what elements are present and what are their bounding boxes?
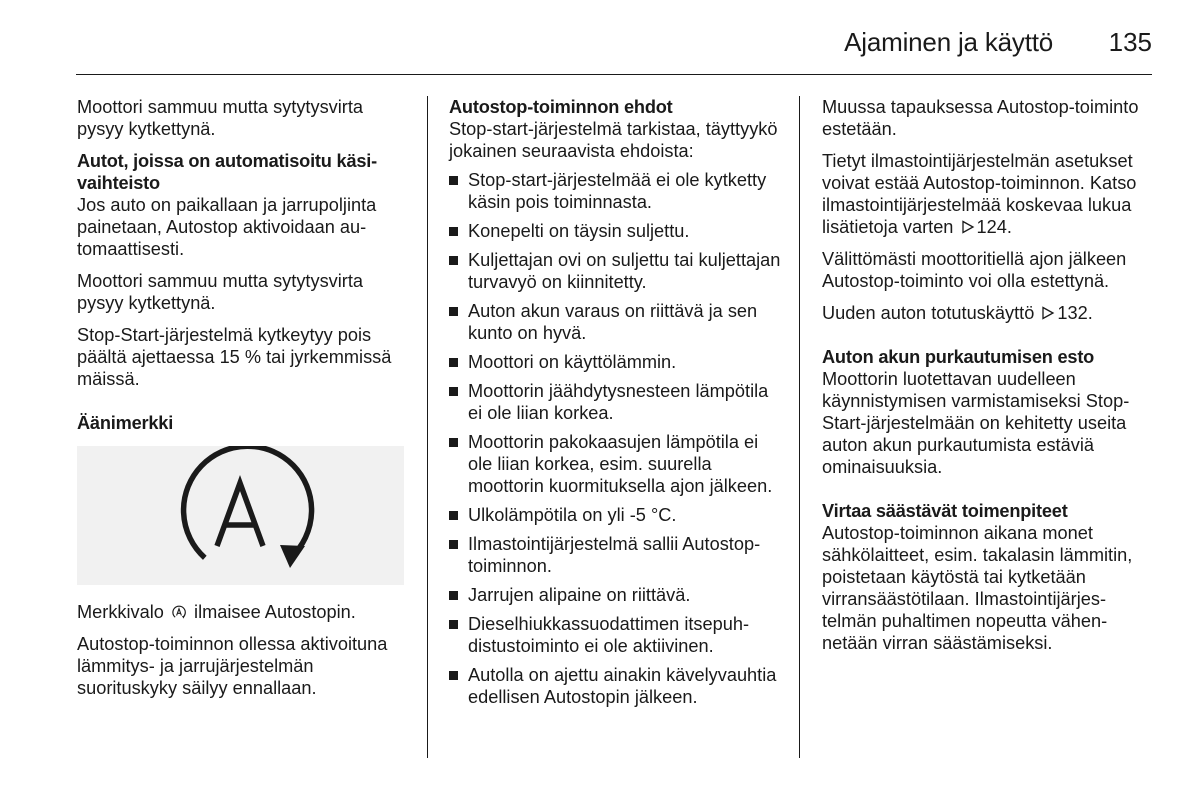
list-item — [449, 504, 785, 526]
list-item — [449, 584, 785, 606]
list-item — [449, 431, 785, 497]
autostop-indicator-icon — [77, 446, 404, 585]
bullet-icon — [449, 438, 458, 447]
list-item-text: Stop-start-järjestelmää ei ole kytketty käsin pois toiminnasta. — [468, 170, 767, 212]
page-header — [0, 0, 1200, 76]
list-item-text: Auton akun varaus on riittävä ja sen kunto on hyvä. — [468, 301, 758, 343]
page-reference-arrow-icon — [1041, 306, 1055, 320]
indicator-text-after: ilmaisee Autostopin. — [194, 602, 356, 622]
list-item-text: Autolla on ajettu ainakin kävelyvauhtia edellisen Autostopin jälkeen. — [468, 665, 777, 707]
paragraph-conditions-intro: Stop-start-järjestelmä tarkistaa, täyttyykö jokainen seuraavista ehdoista: — [449, 119, 778, 161]
heading-power-saving: Virtaa säästävät toimenpiteet — [822, 501, 1068, 521]
paragraph-climate-settings — [822, 150, 1154, 238]
paragraph-autostop-activation: Jos auto on paikallaan ja jarrupoljinta painetaan, Autostop aktivoidaan automaattisesti. — [77, 195, 377, 259]
list-item-text: Moottorin jäähdytysnesteen lämpötila ei ole liian korkea. — [468, 381, 769, 423]
list-item-text: Dieselhiukkassuodattimen itsepuhdistustoiminto ei ole aktiivinen. — [468, 614, 750, 656]
list-item — [449, 613, 785, 657]
bullet-icon — [449, 307, 458, 316]
list-item — [449, 380, 785, 424]
heading-battery-protection: Auton akun purkautumisen esto — [822, 347, 1095, 367]
list-item — [449, 533, 785, 577]
heading-automated-gearbox: Autot, joissa on automatisoitu käsivaihteisto — [77, 151, 378, 193]
list-item-text: Jarrujen alipaine on riittävä. — [468, 585, 691, 605]
paragraph-slope: Stop-Start-järjestelmä kytkeytyy pois päältä ajettaessa 15 % tai jyrkemmissä mäissä. — [77, 325, 392, 389]
page-reference-link[interactable]: 124. — [976, 217, 1012, 237]
bullet-icon — [449, 540, 458, 549]
paragraph-battery-protection: Moottorin luotettavan uudelleen käynnistymisen varmistamiseksi Stop-Start-järjestelmään on kehitetty useita auton akun purkautumista estäviä ominaisuuksia. — [822, 369, 1130, 477]
paragraph-otherwise: Muussa tapauksessa Autostop-toiminto estetään. — [822, 97, 1139, 139]
page-reference-arrow-icon — [961, 220, 975, 234]
conditions-list — [449, 169, 785, 708]
column-3 — [822, 96, 1154, 664]
header-rule — [76, 74, 1152, 75]
list-item — [449, 300, 785, 344]
bullet-icon — [449, 176, 458, 185]
bullet-icon — [449, 387, 458, 396]
list-item-text: Ilmastointijärjestelmä sallii Autostop-toiminnon. — [468, 534, 761, 576]
break-in-text: Uuden auton totutuskäyttö — [822, 303, 1035, 323]
list-item — [449, 169, 785, 213]
column-divider-2 — [799, 96, 800, 758]
autostop-inline-icon — [171, 604, 187, 620]
indicator-text-before: Merkkivalo — [77, 602, 164, 622]
paragraph-engine-off-2: Moottori sammuu mutta sytytysvirta pysyy kytkettynä. — [77, 271, 364, 313]
bullet-icon — [449, 591, 458, 600]
page-number: 135 — [1108, 27, 1152, 57]
autostop-figure — [77, 446, 404, 585]
list-item-text: Ulkolämpötila on yli -5 °C. — [468, 505, 677, 525]
list-item-text: Kuljettajan ovi on suljettu tai kuljettajan turvavyö on kiinnitetty. — [468, 250, 781, 292]
bullet-icon — [449, 227, 458, 236]
column-divider-1 — [427, 96, 428, 758]
climate-settings-text: Tietyt ilmastointijärjestelmän asetukset voivat estää Autostop-toiminnon. Katso ilmastointijärjestelmää koskevaa lukua lisätietoja varten — [822, 151, 1137, 237]
bullet-icon — [449, 671, 458, 680]
page-reference-link[interactable]: 132. — [1057, 303, 1093, 323]
list-item — [449, 351, 785, 373]
heading-signal: Äänimerkki — [77, 413, 174, 433]
chapter-title: Ajaminen ja käyttö — [844, 27, 1053, 57]
list-item — [449, 220, 785, 242]
paragraph-heating-brakes: Autostop-toiminnon ollessa aktivoituna lämmitys- ja jarrujärjestelmän suorituskyky säilyy ennallaan. — [77, 634, 388, 698]
column-2 — [449, 96, 785, 715]
bullet-icon — [449, 358, 458, 367]
bullet-icon — [449, 256, 458, 265]
list-item-text: Konepelti on täysin suljettu. — [468, 221, 690, 241]
list-item-text: Moottorin pakokaasujen lämpötila ei ole liian korkea, esim. suurella moottorin kuormituksella ajon jälkeen. — [468, 432, 773, 496]
heading-autostop-conditions: Autostop-toiminnon ehdot — [449, 97, 673, 117]
bullet-icon — [449, 620, 458, 629]
column-1 — [77, 96, 409, 709]
paragraph-break-in — [822, 302, 1154, 324]
list-item — [449, 249, 785, 293]
paragraph-indicator — [77, 601, 409, 623]
list-item — [449, 664, 785, 708]
bullet-icon — [449, 511, 458, 520]
paragraph-power-saving: Autostop-toiminnon aikana monet sähkölaitteet, esim. takalasin lämmitin, poistetaan käytöstä tai kytketään virransäästötilaan. Ilmastointijärjestelmän puhaltimen nopeutta vähennetään virran säästämiseksi. — [822, 523, 1133, 653]
paragraph-motorway: Välittömästi moottoritiellä ajon jälkeen Autostop-toiminto voi olla estettynä. — [822, 249, 1127, 291]
list-item-text: Moottori on käyttölämmin. — [468, 352, 677, 372]
paragraph-engine-off: Moottori sammuu mutta sytytysvirta pysyy kytkettynä. — [77, 97, 364, 139]
